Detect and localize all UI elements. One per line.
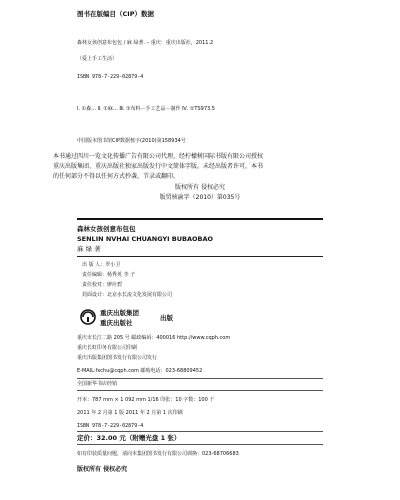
top-rule [77, 218, 323, 220]
footer-rights: 版权所有 侵权必究 [77, 466, 128, 473]
cip-line-series: （爱上手工生活） [77, 56, 118, 62]
staff-cover-design [82, 292, 172, 299]
notice-rights: 版权所有 侵权必究 [175, 184, 225, 191]
publisher-suffix: 出版 [160, 314, 173, 322]
staff-value: 杨秀英 李 子 [107, 272, 136, 278]
publisher-email: E-MAIL:fxchu@cqph.com 邮购电话：023-68809452 [77, 368, 203, 374]
cip-heading: 图书在版编目（CIP）数据 [77, 10, 154, 18]
publisher-house: 重庆出版社 [100, 319, 133, 327]
book-author: 麻 绿 著 [77, 245, 101, 253]
book-title-pinyin: SENLIN NVHAI CHUANGYI BUBAOBAO [77, 235, 214, 243]
cip-line-isbn: ISBN 978-7-229-02879-4 [77, 74, 144, 80]
spec-price: 定价：32.00 元（附赠光盘 1 张） [77, 434, 181, 442]
spec-edition: 2011 年 2 月第 1 版 2011 年 2 月第 1 次印刷 [77, 410, 183, 416]
notice-line-1: 本书通过四川一览文化传播广告有限公司代理，经柠檬树国际书版有限公司授权 [53, 153, 264, 160]
publisher-printer: 重庆长虹印务有限公司印刷 [77, 345, 138, 351]
staff-value: 罗小卫 [105, 262, 121, 268]
staff-editor [82, 272, 135, 279]
staff-proofreader [82, 282, 122, 289]
price-rule [77, 444, 323, 445]
email-rule [77, 378, 323, 379]
publisher-logo-icon [80, 309, 96, 325]
cip-line-title: 森林女孩创意布包包 / 麻 绿著. – 重庆：重庆出版社，2011.2 [77, 40, 214, 46]
publisher-distributor: 重庆出版集团图书发行有限公司发行 [77, 355, 158, 361]
notice-line-2: 重庆出版集团、重庆出版社独家出版发行中文简体字版。未经出版者许可，本书 [53, 163, 264, 170]
footer-quality-notice: 如有印装质量问题，请向本集团图书发行有限公司调换：023-68706683 [77, 451, 239, 457]
sales-rule [77, 390, 323, 391]
staff-value: 北京水长流文化发展有限公司 [107, 292, 173, 298]
spec-format: 开本：787 mm × 1 092 mm 1/16 印张：10 字数：100 千 [77, 397, 215, 403]
cip-line-classification: Ⅰ. ①森… Ⅱ. ①麻… Ⅲ. ①布料－手工艺品－制作 Ⅳ. ①TS973.5 [77, 106, 215, 112]
staff-label: 封面设计： [82, 292, 108, 298]
book-title: 森林女孩创意布包包 [77, 225, 136, 233]
isbn-rule [77, 431, 323, 432]
spec-isbn: ISBN 978-7-229-02879-4 [77, 423, 144, 429]
publisher-address: 重庆市长江二路 205 号 邮政编码：400016 http://www.cqph.com [77, 335, 231, 341]
publisher-group: 重庆出版集团 [100, 309, 139, 317]
notice-contract: 版贸核渝字（2010）第035号 [159, 194, 241, 201]
staff-value: 廖应碧 [107, 282, 123, 288]
notice-line-3: 的任何部分不得以任何方式抄袭、节录或翻印。 [53, 173, 180, 180]
staff-label: 责任编辑： [82, 272, 108, 278]
publisher-sales: 全国新华书店经销 [77, 381, 118, 387]
cip-line-record-number: 中国版本图书馆CIP数据核字(2010)第158934号 [77, 138, 186, 144]
staff-publisher [82, 262, 120, 269]
title-rule [77, 256, 323, 257]
staff-label: 出 版 人： [82, 262, 106, 268]
staff-label: 责任校对： [82, 282, 108, 288]
